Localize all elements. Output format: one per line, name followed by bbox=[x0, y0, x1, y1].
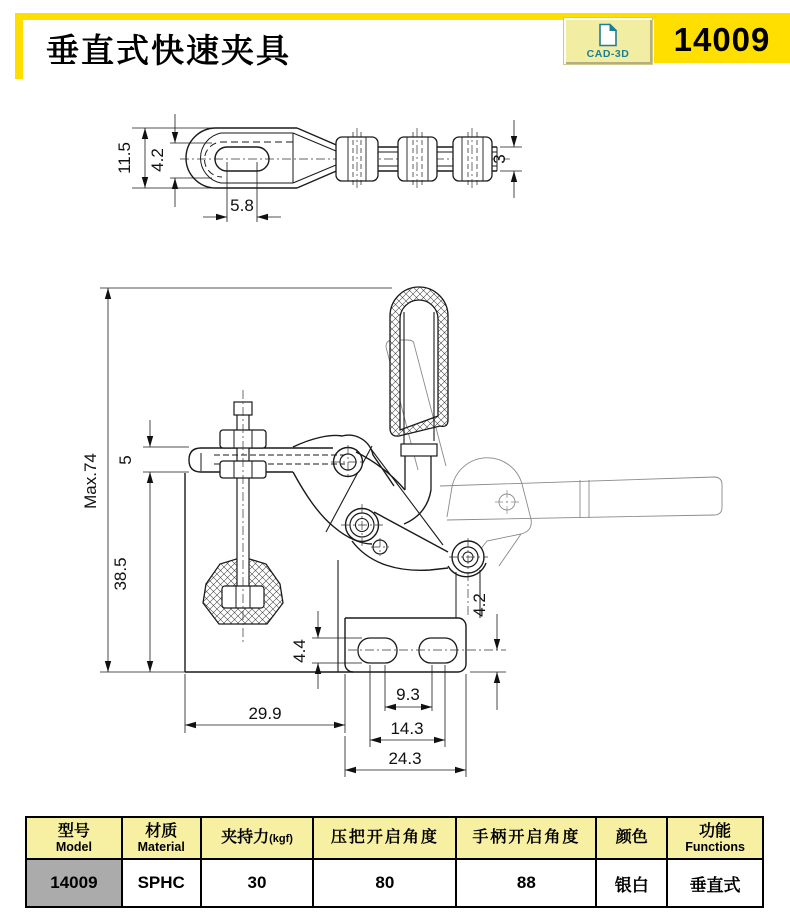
cell-press-open-angle: 80 bbox=[313, 859, 456, 907]
dim-label-arm-thickness: 5 bbox=[116, 455, 135, 465]
spec-table bbox=[25, 816, 764, 908]
cad-3d-label: CAD-3D bbox=[586, 47, 630, 60]
col-header-clamping-force: 夹持力(kgf) bbox=[201, 817, 314, 859]
dim-label-hole-pitch: 9.3 bbox=[396, 685, 420, 704]
dim-label-bar-thickness: 3 bbox=[490, 154, 509, 164]
col-header-material: 材质 Material bbox=[122, 817, 201, 859]
dim-label-max-height: Max.74 bbox=[81, 453, 100, 509]
col-header-model: 型号 Model bbox=[26, 817, 122, 859]
side-view-drawing bbox=[81, 287, 722, 777]
dim-label-edge-offset: 4.2 bbox=[470, 593, 489, 617]
cell-material: SPHC bbox=[122, 859, 201, 907]
dim-label-base-length: 24.3 bbox=[388, 749, 422, 768]
cell-handle-open-angle: 88 bbox=[456, 859, 596, 907]
thread-rib-blocks bbox=[336, 137, 492, 181]
col-header-handle-open-angle: 手柄开启角度 bbox=[456, 817, 596, 859]
cell-color: 银白 bbox=[596, 859, 667, 907]
cell-function: 垂直式 bbox=[667, 859, 763, 907]
cell-model: 14009 bbox=[26, 859, 122, 907]
handle bbox=[356, 287, 448, 524]
dim-label-height: 11.5 bbox=[115, 142, 134, 174]
dim-label-slot-length: 5.8 bbox=[230, 196, 254, 215]
col-header-function: 功能 Functions bbox=[667, 817, 763, 859]
document-3d-icon bbox=[597, 23, 619, 47]
dim-label-eye-height: 4.2 bbox=[148, 148, 167, 172]
dim-label-slot-width: 4.4 bbox=[290, 639, 309, 663]
model-number: 14009 bbox=[673, 21, 771, 58]
top-view-drawing bbox=[115, 114, 522, 222]
dim-label-body-length: 29.9 bbox=[248, 704, 282, 723]
model-number-badge bbox=[654, 17, 790, 63]
page-title: 垂直式快速夹具 bbox=[46, 32, 291, 69]
spec-table-header-row bbox=[26, 817, 763, 859]
pivot-holes bbox=[334, 448, 485, 574]
col-header-press-open-angle: 压把开启角度 bbox=[313, 817, 456, 859]
technical-drawing bbox=[0, 100, 790, 812]
mounting-slot bbox=[358, 638, 397, 663]
dim-label-outer-hole-pitch: 14.3 bbox=[390, 719, 424, 738]
cell-clamping-force: 30 bbox=[201, 859, 314, 907]
dim-label-arm-height: 38.5 bbox=[111, 557, 130, 591]
header-accent-bar bbox=[15, 13, 23, 79]
mounting-slot bbox=[419, 638, 457, 663]
cad-3d-button[interactable] bbox=[563, 17, 653, 65]
col-header-color: 颜色 bbox=[596, 817, 667, 859]
spec-table-data-row bbox=[26, 859, 763, 907]
